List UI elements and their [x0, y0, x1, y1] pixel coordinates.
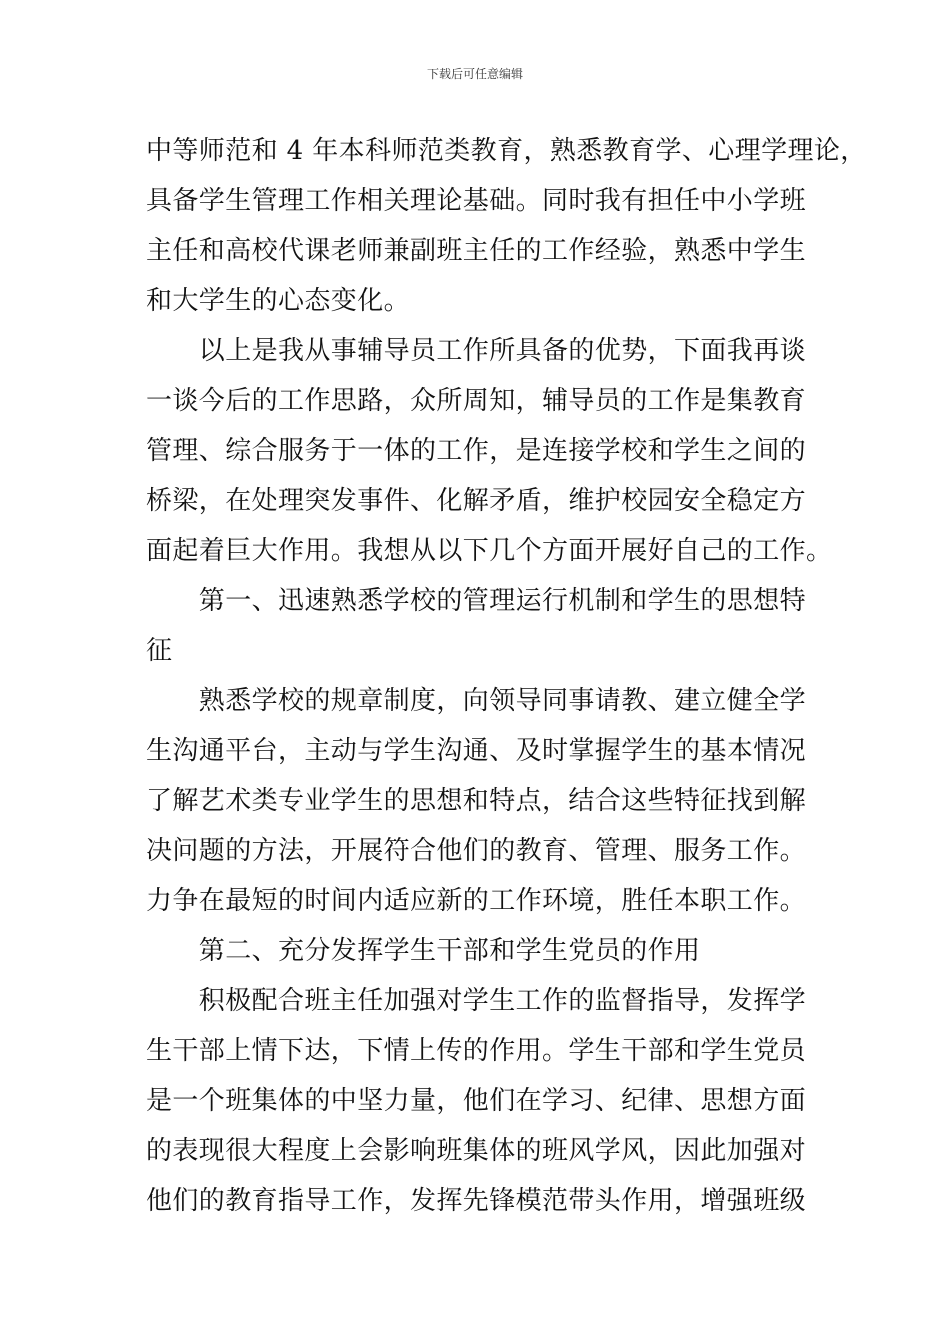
text-line: 中等师范和 4 年本科师范类教育，熟悉教育学、心理学理论，	[146, 136, 867, 166]
text-line: 具备学生管理工作相关理论基础。同时我有担任中小学班	[146, 186, 807, 216]
text-line: 和大学生的心态变化。	[146, 286, 411, 316]
header-note: 下载后可任意编辑	[426, 67, 523, 81]
text-line: 第一、迅速熟悉学校的管理运行机制和学生的思想特	[146, 586, 807, 616]
text-line: 决问题的方法，开展符合他们的教育、管理、服务工作。	[146, 836, 807, 866]
text-line: 熟悉学校的规章制度，向领导同事请教、建立健全学	[146, 686, 807, 716]
text-line: 他们的教育指导工作，发挥先锋模范带头作用，增强班级	[146, 1186, 807, 1216]
text-line: 第二、充分发挥学生干部和学生党员的作用	[146, 936, 701, 966]
text-line: 的表现很大程度上会影响班集体的班风学风，因此加强对	[146, 1136, 807, 1166]
body-text	[146, 126, 867, 1226]
text-line: 生沟通平台，主动与学生沟通、及时掌握学生的基本情况	[146, 736, 807, 766]
text-line: 积极配合班主任加强对学生工作的监督指导，发挥学	[146, 986, 807, 1016]
text-line: 以上是我从事辅导员工作所具备的优势，下面我再谈	[146, 336, 807, 366]
text-line: 生干部上情下达，下情上传的作用。学生干部和学生党员	[146, 1036, 807, 1066]
text-line: 主任和高校代课老师兼副班主任的工作经验，熟悉中学生	[146, 236, 807, 266]
text-line: 征	[146, 636, 173, 666]
text-line: 是一个班集体的中坚力量，他们在学习、纪律、思想方面	[146, 1086, 807, 1116]
text-line: 管理、综合服务于一体的工作，是连接学校和学生之间的	[146, 436, 807, 466]
text-line: 力争在最短的时间内适应新的工作环境，胜任本职工作。	[146, 886, 807, 916]
text-line: 桥梁，在处理突发事件、化解矛盾，维护校园安全稳定方	[146, 486, 807, 516]
text-line: 面起着巨大作用。我想从以下几个方面开展好自己的工作。	[146, 536, 833, 566]
text-line: 一谈今后的工作思路，众所周知，辅导员的工作是集教育	[146, 386, 807, 416]
text-line: 了解艺术类专业学生的思想和特点，结合这些特征找到解	[146, 786, 807, 816]
